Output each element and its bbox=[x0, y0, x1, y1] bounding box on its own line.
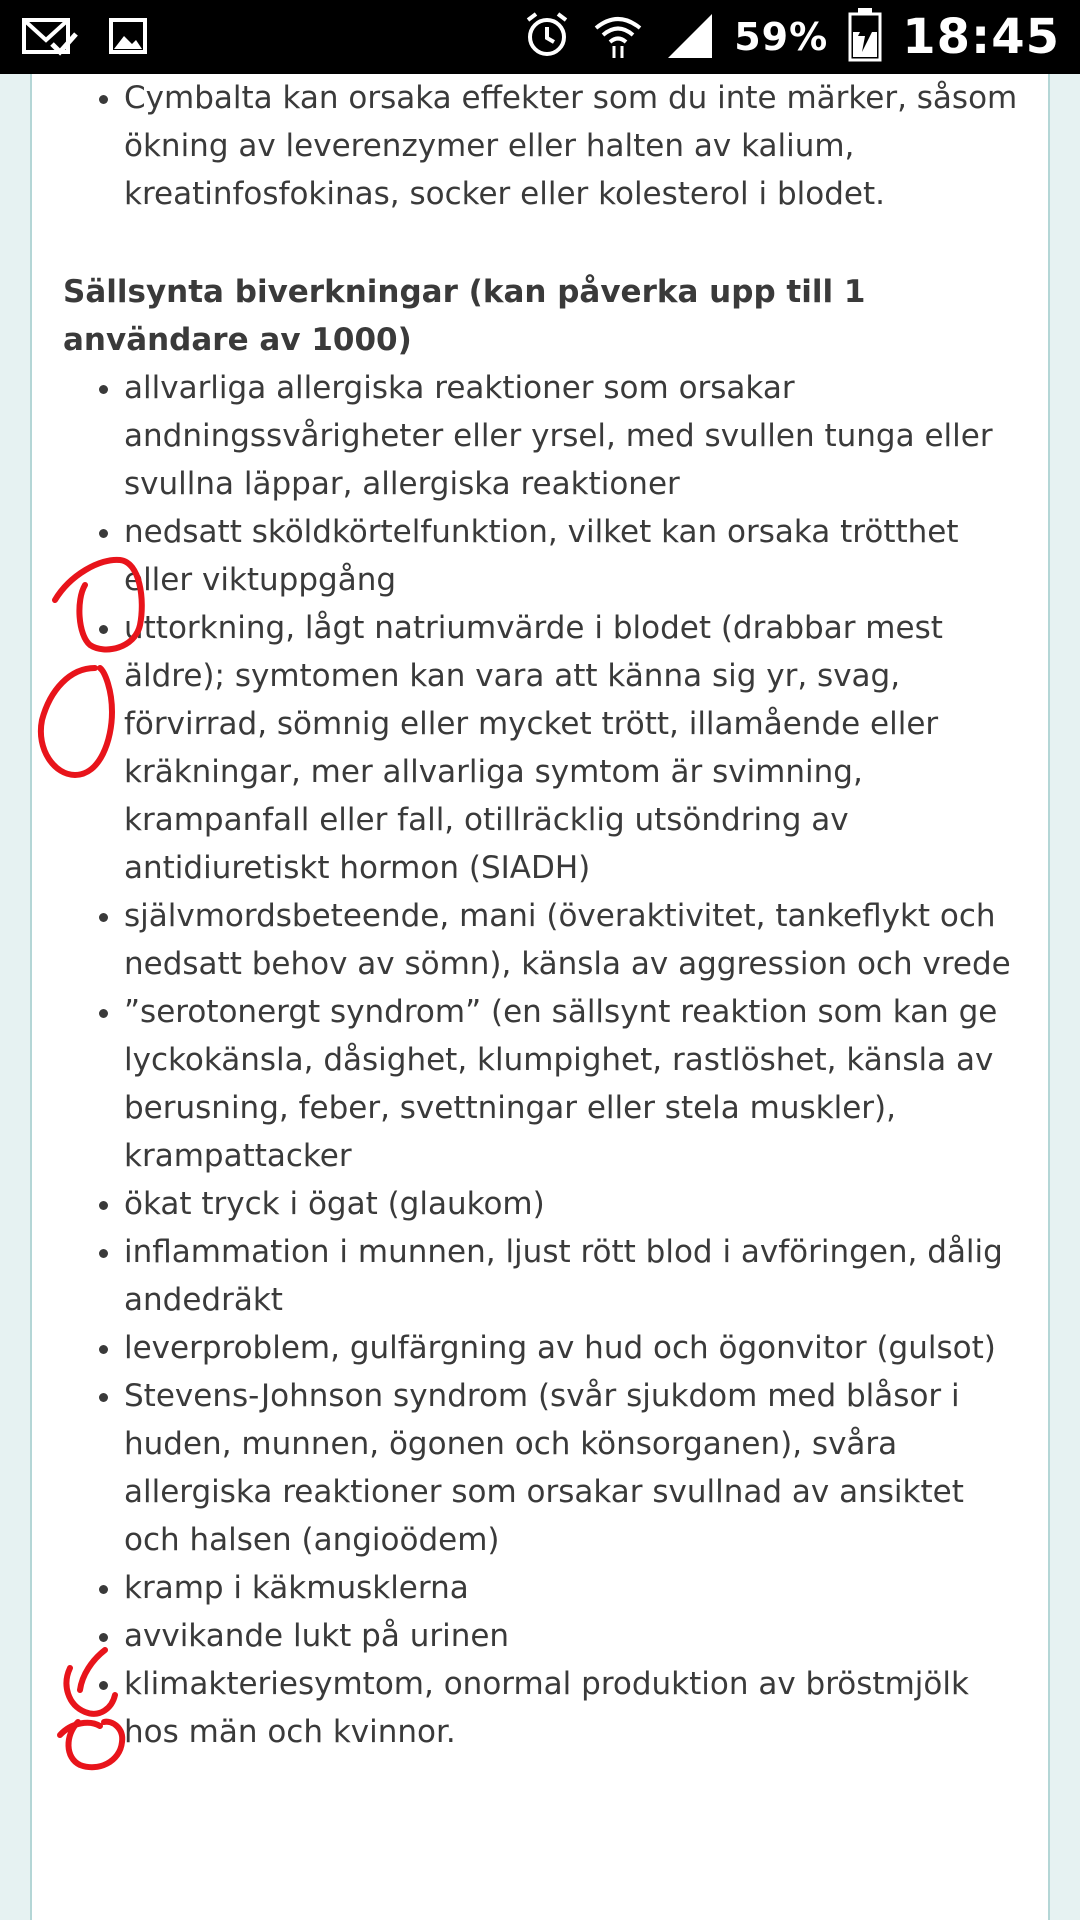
list-item: • avvikande lukt på urinen bbox=[124, 1612, 1022, 1660]
list-item: • leverproblem, gulfärgning av hud och ögonvitor (gulsot) bbox=[124, 1324, 1022, 1372]
list-item: • ”serotonergt syndrom” (en sällsynt reaktion som kan ge lyckokänsla, dåsighet, klumpighet, rastlöshet, känsla av berusning, feber, svettningar eller stela muskler), krampattacker bbox=[124, 988, 1022, 1180]
signal-icon bbox=[664, 10, 714, 64]
battery-percentage: 59% bbox=[734, 15, 829, 59]
list-item: • ökat tryck i ögat (glaukom) bbox=[124, 1180, 1022, 1228]
alarm-icon bbox=[522, 10, 572, 64]
mail-check-icon bbox=[22, 14, 78, 62]
list-item: • Stevens-Johnson syndrom (svår sjukdom med blåsor i huden, munnen, ögonen och könsorganen), svåra allergiska reaktioner som orsakar svullnad av ansiktet och halsen (angioödem) bbox=[124, 1372, 1022, 1564]
list-item: • självmordsbeteende, mani (överaktivitet, tankeflykt och nedsatt behov av sömn), känsla av aggression och vrede bbox=[124, 892, 1022, 988]
notification-icons bbox=[22, 14, 148, 62]
status-bar bbox=[0, 0, 1080, 74]
rare-side-effects-list bbox=[32, 364, 1022, 1756]
list-item: • uttorkning, lågt natriumvärde i blodet (drabbar mest äldre); symtomen kan vara att känna sig yr, svag, förvirrad, sömnig eller mycket trött, illamående eller kräkningar, mer allvarliga symtom är svimning, krampanfall eller fall, otillräcklig utsöndring av antidiuretiskt hormon (SIADH) bbox=[124, 604, 1022, 892]
list-item: • nedsatt sköldkörtelfunktion, vilket kan orsaka trötthet eller viktuppgång bbox=[124, 508, 1022, 604]
list-item: • Cymbalta kan orsaka effekter som du inte märker, såsom ökning av leverenzymer eller halten av kalium, kreatinfosfokinas, socker eller kolesterol i blodet. bbox=[124, 74, 1022, 218]
list-item: • inflammation i munnen, ljust rött blod i avföringen, dålig andedräkt bbox=[124, 1228, 1022, 1324]
list-item: • kramp i käkmusklerna bbox=[124, 1564, 1022, 1612]
section-heading: Sällsynta biverkningar (kan påverka upp till 1 användare av 1000) bbox=[63, 274, 866, 358]
system-icons bbox=[502, 0, 1060, 74]
image-icon bbox=[108, 16, 148, 60]
list-item: • klimakteriesymtom, onormal produktion av bröstmjölk hos män och kvinnor. bbox=[124, 1660, 1022, 1756]
previous-side-effects-list bbox=[32, 74, 1022, 218]
clock: 18:45 bbox=[902, 9, 1060, 65]
wifi-icon bbox=[592, 10, 644, 64]
battery-icon bbox=[848, 8, 882, 66]
document-page[interactable] bbox=[30, 74, 1050, 1920]
leaflet-content bbox=[32, 74, 1048, 1756]
list-item: • allvarliga allergiska reaktioner som orsakar andningssvårigheter eller yrsel, med svullen tunga eller svullna läppar, allergiska reaktioner bbox=[124, 364, 1022, 508]
